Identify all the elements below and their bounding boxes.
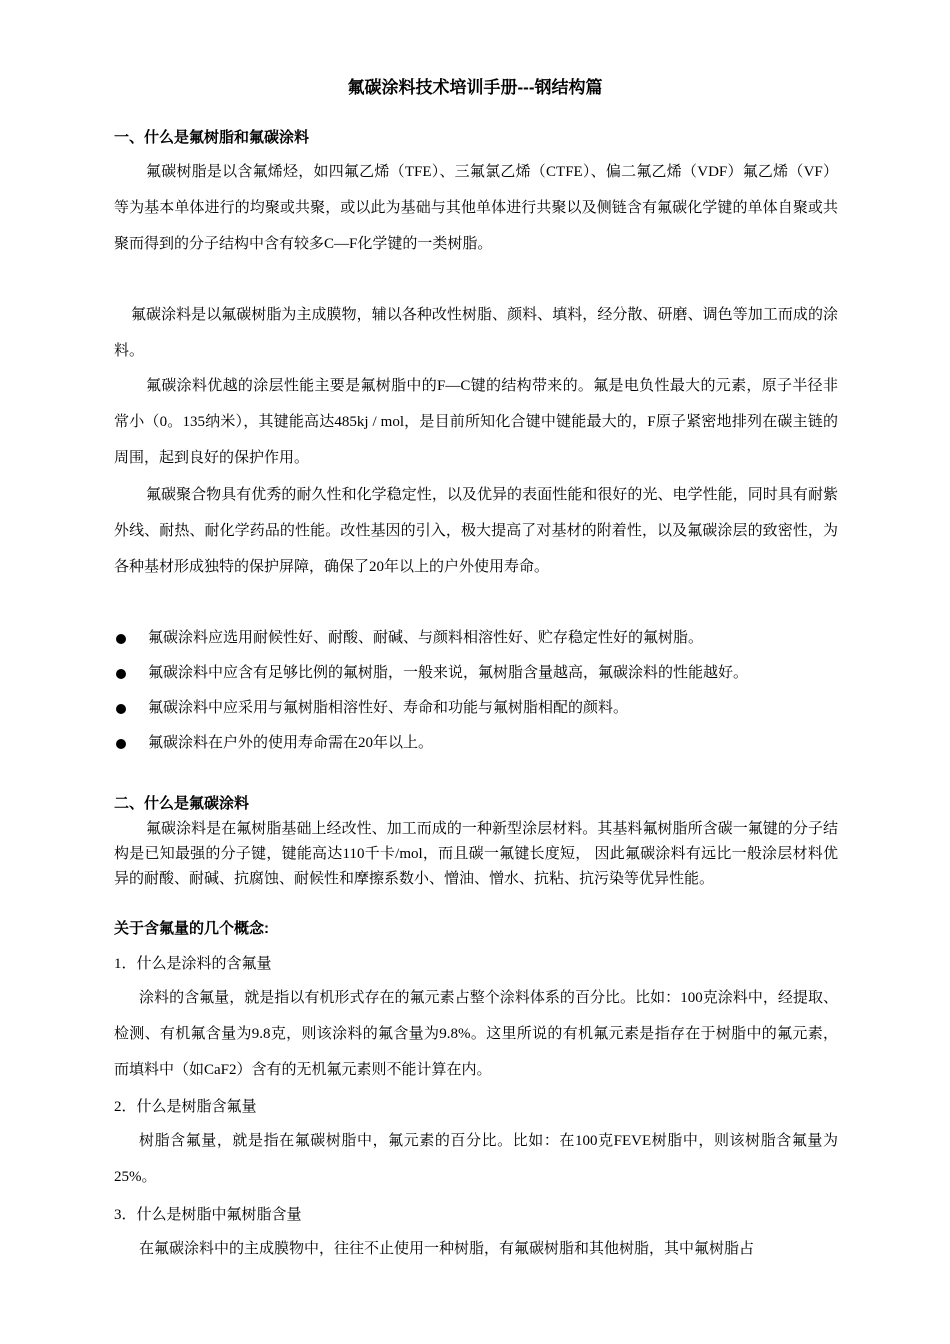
bullet-icon: [116, 634, 126, 644]
bullet-text: 氟碳涂料中应采用与氟树脂相溶性好、寿命和功能与氟树脂相配的颜料。: [148, 700, 629, 716]
section1-paragraph-4: 氟碳聚合物具有优秀的耐久性和化学稳定性，以及优异的表面性能和很好的光、电学性能，同时具有耐紫外线、耐热、耐化学药品的性能。改性基因的引入，极大提高了对基材的附着性，以及氟碳涂层的致密性，为各种基材形成独特的保护屏障，确保了20年以上的户外使用寿命。: [114, 487, 838, 575]
bullet-item: [114, 621, 838, 656]
bullet-text: 氟碳涂料中应含有足够比例的氟树脂，一般来说，氟树脂含量越高，氟碳涂料的性能越好。: [148, 665, 749, 681]
section2-heading: 二、什么是氟碳涂料: [114, 795, 250, 812]
bullet-text: 氟碳涂料应选用耐候性好、耐酸、耐碱、与颜料相溶性好、贮存稳定性好的氟树脂。: [148, 630, 704, 646]
bullet-item: [114, 656, 838, 691]
concept-3-label: 3．什么是树脂中氟树脂含量: [114, 1207, 302, 1223]
bullet-icon: [116, 669, 126, 679]
fluorine-concepts-heading: 关于含氟量的几个概念:: [114, 920, 269, 937]
document-title: 氟碳涂料技术培训手册---钢结构篇: [347, 78, 603, 97]
section1-heading: 一、什么是氟树脂和氟碳涂料: [114, 129, 310, 146]
section1-paragraph-1: 氟碳树脂是以含氟烯烃，如四氟乙烯（TFE）、三氟氯乙烯（CTFE）、偏二氟乙烯（VDF）氟乙烯（VF）等为基本单体进行的均聚或共聚，或以此为基础与其他单体进行共聚以及侧链含有氟碳化学键的单体自聚或共聚而得到的分子结构中含有较多C—F化学键的一类树脂。: [114, 164, 838, 252]
concept-2-text: 树脂含氟量，就是指在氟碳树脂中，氟元素的百分比。比如：在100克FEVE树脂中，则该树脂含氟量为25%。: [114, 1133, 838, 1185]
section2-paragraph: 氟碳涂料是在氟树脂基础上经改性、加工而成的一种新型涂层材料。其基料氟树脂所含碳一氟键的分子结构是已知最强的分子键，键能高达110千卡/mol，而且碳一氟键长度短， 因此氟碳涂料有远比一般涂层材料优异的耐酸、耐碱、抗腐蚀、耐候性和摩擦系数小、憎油、憎水、抗粘、抗污染等优异性能。: [114, 821, 838, 887]
concept-3-text: 在氟碳涂料中的主成膜物中，往往不止使用一种树脂，有氟碳树脂和其他树脂，其中氟树脂占: [139, 1241, 755, 1257]
bullet-item: [114, 691, 838, 726]
concept-1-text: 涂料的含氟量，就是指以有机形式存在的氟元素占整个涂料体系的百分比。比如：100克涂料中，经提取、检测、有机氟含量为9.8克，则该涂料的氟含量为9.8%。这里所说的有机氟元素是指存在于树脂中的氟元素，而填料中（如CaF2）含有的无机氟元素则不能计算在内。: [114, 990, 838, 1078]
bullet-icon: [116, 739, 126, 749]
bullet-text: 氟碳涂料在户外的使用寿命需在20年以上。: [148, 735, 434, 751]
bullet-item: [114, 726, 838, 761]
requirements-bullet-list: [114, 621, 838, 761]
concept-2-label: 2．什么是树脂含氟量: [114, 1099, 257, 1115]
concept-1-label: 1．什么是涂料的含氟量: [114, 956, 272, 972]
bullet-icon: [116, 704, 126, 714]
section1-paragraph-2: 氟碳涂料是以氟碳树脂为主成膜物，辅以各种改性树脂、颜料、填料，经分散、研磨、调色等加工而成的涂料。: [114, 307, 838, 359]
section1-paragraph-3: 氟碳涂料优越的涂层性能主要是氟树脂中的F—C键的结构带来的。氟是电负性最大的元素，原子半径非常小（0。135纳米），其键能高达485kj / mol，是目前所知化合键中键能最大的，F原子紧密地排列在碳主链的周围，起到良好的保护作用。: [114, 378, 838, 466]
